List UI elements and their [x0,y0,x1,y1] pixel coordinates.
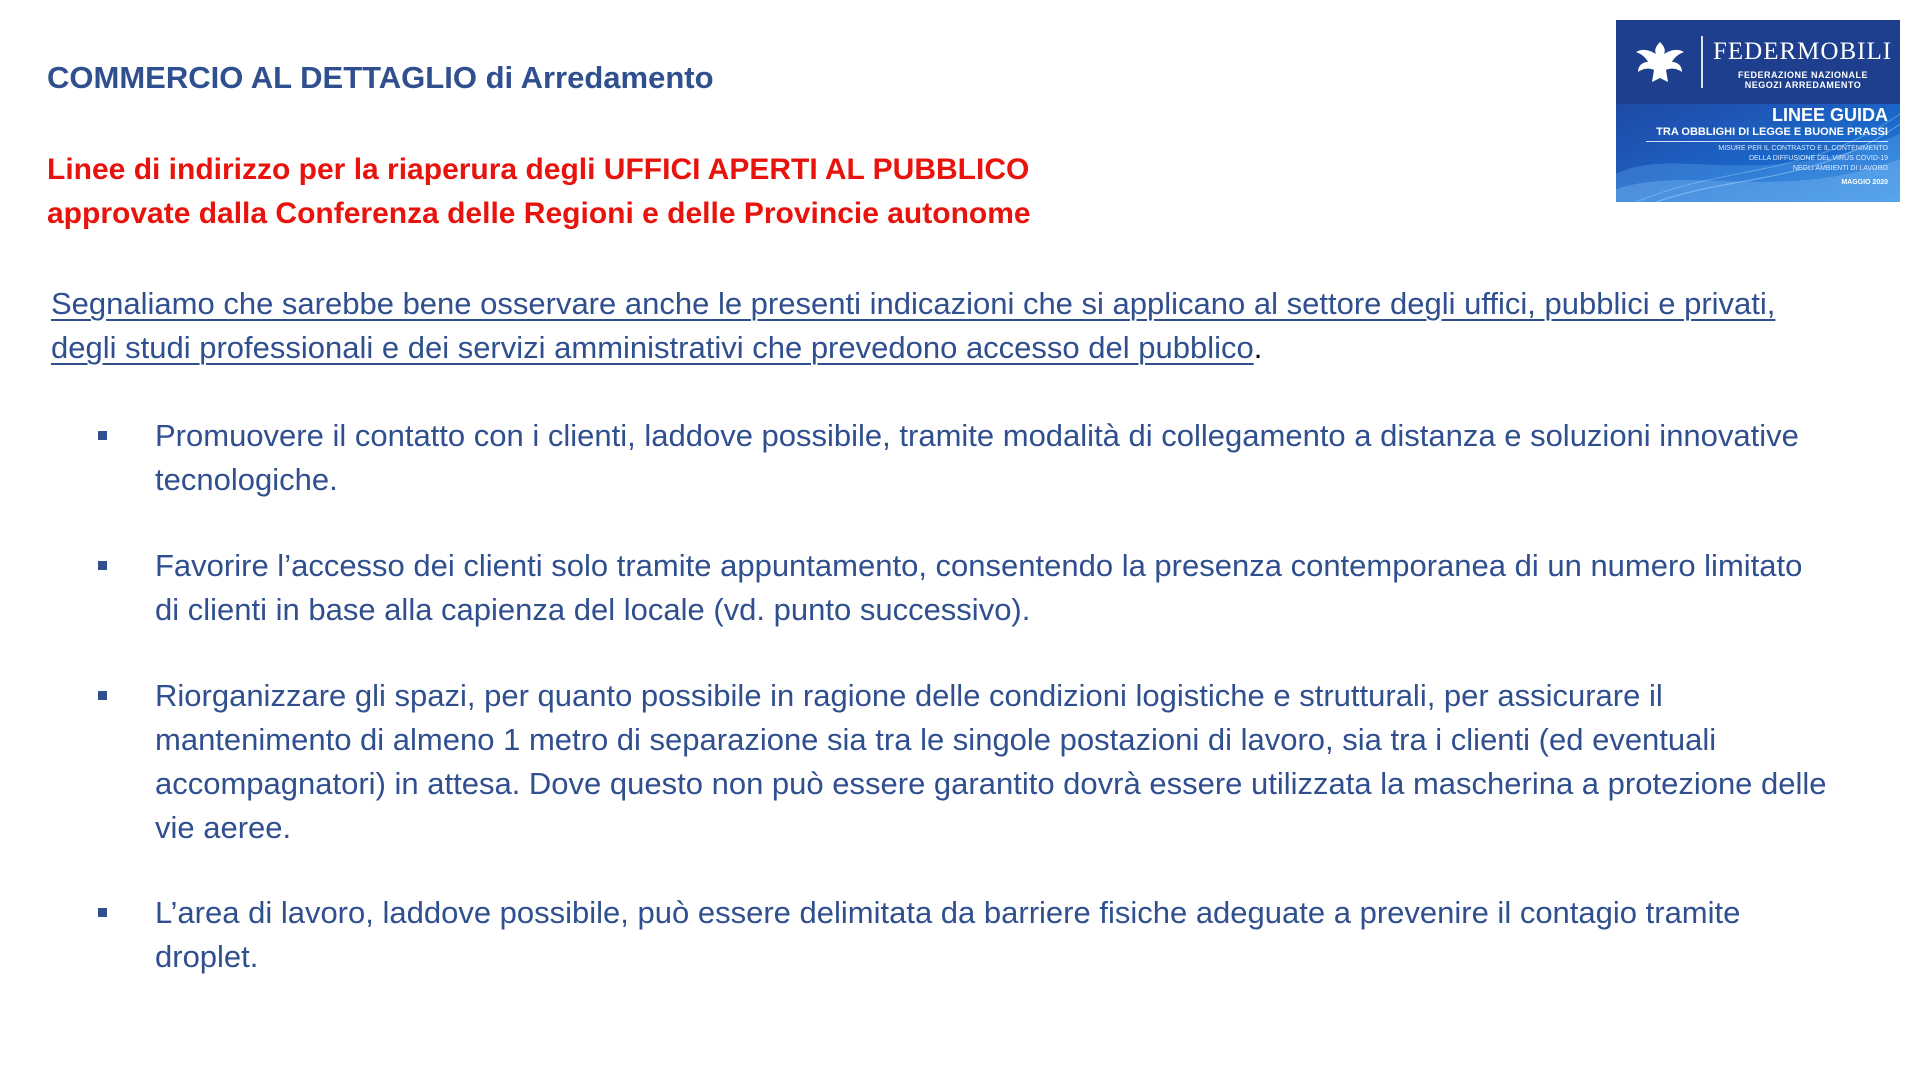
list-item [96,544,1836,632]
bullet-text: Promuovere il contatto con i clienti, laddove possibile, tramite modalità di collegamento a distanza e soluzioni innovative tecnologiche. [155,418,1799,497]
federmobili-logo [1616,20,1900,202]
logo-brand-sub-line-1: FEDERAZIONE NAZIONALE [1737,70,1868,80]
subtitle [47,148,1031,236]
subtitle-line-1: Linee di indirizzo per la riaperura degli UFFICI APERTI AL PUBBLICO [47,153,1030,186]
list-item [96,674,1836,850]
eagle-icon [1632,38,1688,86]
bullet-square-icon [98,908,107,917]
bullet-square-icon [98,431,107,440]
intro-text: Segnaliamo che sarebbe bene osservare anche le presenti indicazioni che si applicano al settore degli uffici, pubblici e privati, degli studi professionali e dei servizi amministrativi che prevedono accesso del pubblico [51,286,1776,365]
bullet-square-icon [98,691,107,700]
list-item [96,891,1836,979]
list-item [96,414,1836,502]
logo-small-line-3: NEGLI AMBIENTI DI LAVORO [1792,165,1888,172]
subtitle-line-2: approvate dalla Conferenza delle Regioni e delle Provincie autonome [47,197,1031,230]
logo-small-line-1: MISURE PER IL CONTRASTO E IL CONTENIMENTO [1718,145,1888,152]
logo-divider [1701,36,1703,88]
intro-period: . [1253,330,1263,365]
logo-rule [1646,141,1888,142]
logo-guide-title: LINEE GUIDA [1771,105,1888,125]
logo-guide-sub: TRA OBBLIGHI DI LEGGE E BUONE PRASSI [1656,126,1888,138]
bullet-square-icon [98,561,107,570]
bullet-text: Favorire l’accesso dei clienti solo tramite appuntamento, consentendo la presenza contemporanea di un numero limitato di clienti in base alla capienza del locale (vd. punto successivo). [155,548,1803,627]
intro-paragraph [51,282,1831,370]
logo-brand-sub-line-2: NEGOZI ARREDAMENTO [1744,80,1862,90]
bullet-text: Riorganizzare gli spazi, per quanto possibile in ragione delle condizioni logistiche e strutturali, per assicurare il mantenimento di almeno 1 metro di separazione sia tra le singole postazioni di lavoro, sia tra i clienti (ed eventuali accompagnatori) in attesa. Dove questo non può essere garantito dovrà essere utilizzata la mascherina a protezione delle vie aeree. [155,678,1827,845]
bullet-text: L’area di lavoro, laddove possibile, può essere delimitata da barriere fisiche adeguate a prevenire il contagio tramite droplet. [155,895,1741,974]
logo-brand-sub [1713,70,1893,90]
logo-brand: FEDERMOBILI [1713,38,1893,65]
page-title: COMMERCIO AL DETTAGLIO di Arredamento [47,60,714,95]
logo-date: MAGGIO 2020 [1841,179,1888,186]
logo-small-line-2: DELLA DIFFUSIONE DEL VIRUS COVID-19 [1749,155,1888,162]
